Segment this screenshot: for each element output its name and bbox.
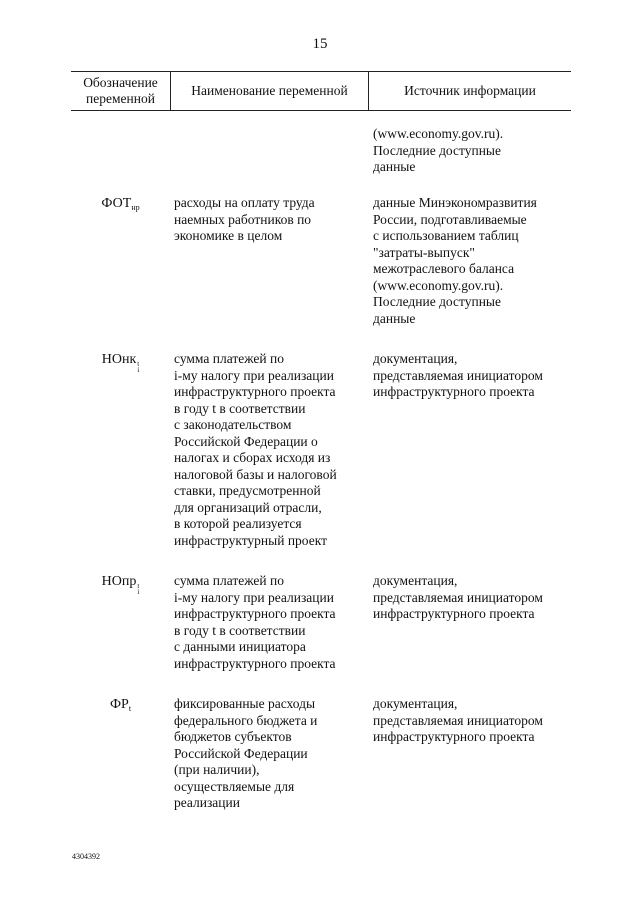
symbol-subscript: i: [137, 366, 140, 374]
text-line: инфраструктурного проекта: [174, 384, 336, 399]
symbol-subscript: i: [137, 588, 140, 596]
text-line: сумма платежей по: [174, 573, 284, 588]
document-id: 4304392: [72, 852, 100, 861]
text-line: федерального бюджета и: [174, 712, 318, 728]
text-line: для организаций отрасли,: [174, 499, 322, 515]
text-line: данные: [373, 310, 416, 326]
text-line: (при наличии),: [174, 762, 260, 777]
text-line: в году t в соответствии: [174, 400, 306, 416]
text-line: расходы на оплату труда: [174, 195, 315, 210]
name-cell: [174, 696, 366, 812]
text-line: осуществляемые для: [174, 778, 295, 794]
text-line: Российской Федерации о: [174, 433, 318, 449]
symbol-indices: [137, 361, 139, 373]
text-line: с законодательством: [174, 417, 292, 432]
text-line: инфраструктурного проекта: [174, 606, 336, 621]
page-number: 15: [312, 36, 328, 52]
text-line: данные Минэкономразвития: [373, 195, 537, 210]
text-line: представляемая инициатором: [373, 589, 543, 605]
symbol-cell: [71, 696, 170, 717]
source-cell: [373, 351, 571, 401]
text-line: ставки, предусмотренной: [174, 483, 321, 498]
text-line: i-му налогу при реализации: [174, 589, 334, 605]
text-line: наемных работников по: [174, 211, 312, 227]
symbol-main: НОпр: [101, 574, 137, 589]
symbol-superscript: t: [137, 582, 140, 590]
text-line: инфраструктурный проект: [174, 532, 327, 548]
text-line: документация,: [373, 351, 458, 366]
source-cell: [373, 195, 571, 327]
symbol-main: НОнк: [101, 352, 137, 367]
text-line: межотраслевого баланса: [373, 261, 515, 276]
symbol-cell: [71, 573, 170, 595]
text-line: фиксированные расходы: [174, 696, 316, 711]
header-bottom-rule: [71, 110, 571, 111]
text-line: реализации: [174, 795, 240, 810]
text-line: инфраструктурного проекта: [373, 729, 535, 744]
text-line: (www.economy.gov.ru).: [373, 277, 504, 293]
text-line: документация,: [373, 573, 458, 588]
text-line: в году t в соответствии: [174, 622, 306, 638]
text-line: документация,: [373, 696, 458, 711]
text-line: налоговой базы и налоговой: [174, 466, 337, 482]
symbol-superscript: t: [137, 360, 140, 368]
symbol-subscript: t: [128, 704, 132, 713]
text-line: Российской Федерации: [174, 745, 308, 761]
text-line: i-му налогу при реализации: [174, 367, 334, 383]
name-cell: [174, 351, 366, 549]
source-cell: [373, 126, 571, 176]
text-line: инфраструктурного проекта: [373, 606, 535, 621]
header-information-source: Источник информации: [404, 82, 536, 98]
source-cell: [373, 573, 571, 623]
text-line: с данными инициатора: [174, 639, 306, 654]
symbol-cell: [71, 351, 170, 373]
text-line: (www.economy.gov.ru).: [373, 126, 504, 141]
source-cell: [373, 696, 571, 746]
text-line: в которой реализуется: [174, 516, 302, 531]
text-line: экономике в целом: [174, 228, 283, 243]
text-line: данные: [373, 159, 416, 174]
text-line: бюджетов субъектов: [174, 729, 292, 744]
text-line: инфраструктурного проекта: [174, 655, 336, 671]
text-line: представляемая инициатором: [373, 712, 543, 728]
text-line: Последние доступные: [373, 294, 501, 309]
name-cell: [174, 195, 366, 245]
symbol-main: ФОТ: [101, 196, 132, 211]
name-cell: [174, 573, 366, 672]
text-line: инфраструктурного проекта: [373, 384, 535, 399]
symbol-main: ФР: [109, 697, 129, 712]
symbol-indices: [137, 583, 139, 595]
text-line: налогах и сборах исходя из: [174, 450, 331, 465]
header-variable-symbol: Обозначение переменной: [83, 74, 158, 106]
symbol-cell: [71, 195, 170, 216]
text-line: "затраты-выпуск": [373, 244, 475, 260]
header-variable-name: Наименование переменной: [191, 82, 348, 98]
text-line: Последние доступные: [373, 142, 501, 158]
text-line: с использованием таблиц: [373, 228, 519, 243]
symbol-subscript: нр: [131, 203, 140, 212]
text-line: сумма платежей по: [174, 351, 284, 366]
text-line: представляемая инициатором: [373, 367, 543, 383]
text-line: России, подготавливаемые: [373, 211, 527, 227]
